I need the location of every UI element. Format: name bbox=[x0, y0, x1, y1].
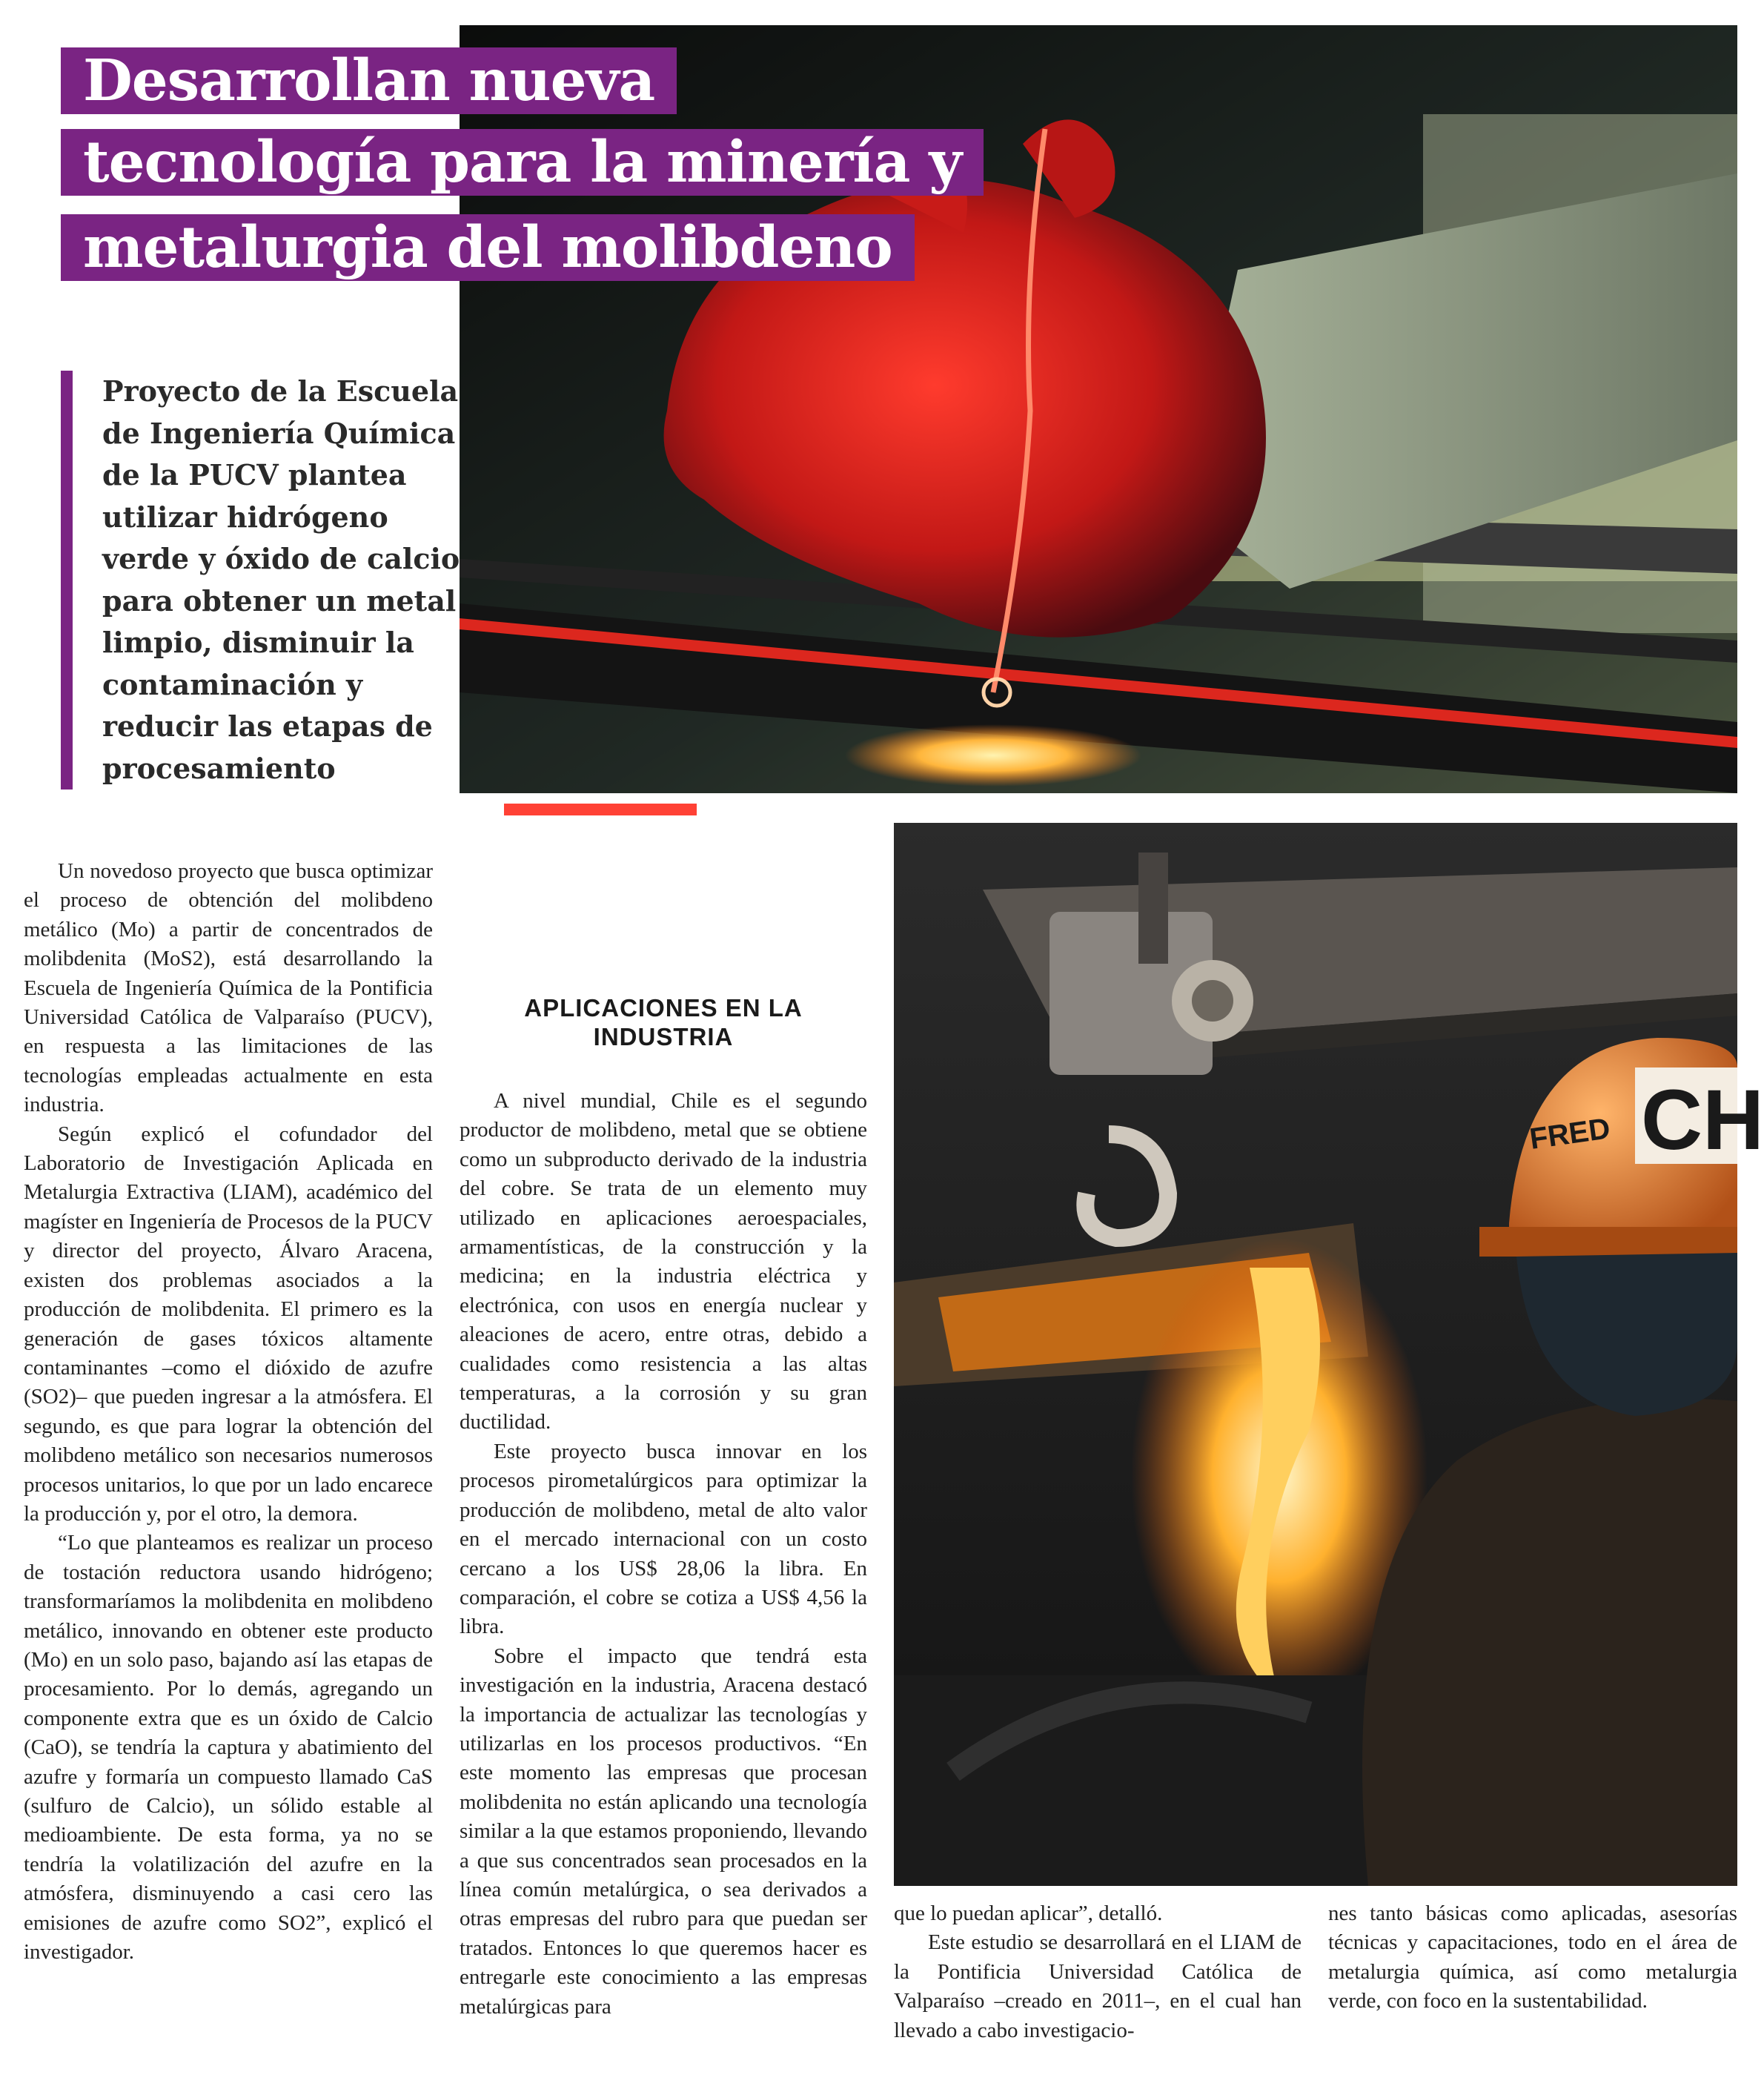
col1-paragraph: “Lo que planteamos es realizar un proceso de tostación reductora usando hidrógeno; transformaríamos la molibdenita en molibdeno metálico, innovando en obtener este producto (Mo) en un solo paso, bajando así las etapas de procesamiento. Por lo demás, agregando un componente extra que es un óxido de Calcio (CaO), se tendría la captura y abatimiento del azufre y formaría un compuesto llamado CaS (sulfuro de Calcio), un sólido estable al medioambiente. De esta forma, ya no se tendría la volatilización del azufre en la atmósfera, disminuyendo a casi cero las emisiones de azufre como SO2”, explicó el investigador. bbox=[24, 1531, 433, 1964]
col3-paragraph: Este estudio se desarrollará en el LIAM de la Pontificia Universidad Católica de Valparaíso –creado en 2011–, en el cual han llevado a cabo investigacio- bbox=[894, 1930, 1302, 2042]
col1-paragraph: Un novedoso proyecto que busca optimizar el proceso de obtención del molibdeno metálico (Mo) a partir de concentrados de molibdenita (MoS2), está desarrollando la Escuela de Ingeniería Química de la Pontificia Universidad Católica de Valparaíso (PUCV), en respuesta a las limitaciones de las tecnologías empleadas actualmente en esta industria. bbox=[24, 859, 433, 1117]
col2-paragraph: Este proyecto busca innovar en los procesos pirometalúrgicos para optimizar la producción de molibdeno, metal de alto valor en el mercado internacional con un costo cercano a los US$ 28,06 la libra. En comparación, el cobre se cotiza a US$ 4,56 la libra. bbox=[460, 1439, 867, 1639]
lead-paragraph: Proyecto de la Escuela de Ingeniería Química de la PUCV plantea utilizar hidrógeno verde y óxido de calcio para obtener un metal limpio, disminuir la contaminación y reducir las etapas de procesamiento bbox=[61, 371, 465, 790]
headline-line-2: tecnología para la minería y bbox=[61, 129, 984, 196]
headline-line-3: metalurgia del molibdeno bbox=[61, 214, 915, 281]
helmet-name: FRED bbox=[1528, 1112, 1613, 1156]
column-4 bbox=[1328, 1899, 1737, 2016]
col2-paragraph: A nivel mundial, Chile es el segundo productor de molibdeno, metal que se obtiene como un subproducto derivado de la industria del cobre. Se trata de un elemento muy utilizado en aplicaciones aeroespaciales, armamentísticas, de la construcción y la medicina; en la industria eléctrica y electrónica, con usos en energía nuclear y aleaciones de acero, entre otras, debido a cualidades como resistencia a las altas temperaturas, a la corrosión y su gran ductilidad. bbox=[460, 1089, 867, 1434]
col2-paragraph: Sobre el impacto que tendrá esta investigación en la industria, Aracena destacó la importancia de actualizar las tecnologías y utilizarlas en los procesos productivos. “En este momento las empresas que procesan molibdenita no están aplicando una tecnología similar a la que estamos proponiendo, llevando a que sus concentrados sean procesados en la línea común metalúrgica, o sea derivados a otras empresas del rubro para que puedan ser tratados. Entonces lo que queremos hacer es entregarle este conocimiento a las empresas metalúrgicas para bbox=[460, 1644, 867, 2019]
column-2 bbox=[460, 1087, 867, 2022]
helmet-letters: CH bbox=[1641, 1073, 1764, 1168]
col3-paragraph: que lo puedan aplicar”, detalló. bbox=[894, 1901, 1163, 1925]
section-subhead: APLICACIONES EN LA INDUSTRIA bbox=[524, 994, 803, 1050]
column-1 bbox=[24, 857, 433, 1967]
column-3 bbox=[894, 1899, 1302, 2045]
headline-line-1: Desarrollan nueva bbox=[61, 47, 677, 114]
foundry-worker-photo bbox=[894, 823, 1764, 1886]
col1-paragraph: Según explicó el cofundador del Laboratorio de Investigación Aplicada en Metalurgia Extractiva (LIAM), académico del magíster en Ingeniería de Procesos de la PUCV y director del proyecto, Álvaro Aracena, existen dos problemas asociados a la producción de molibdenita. El primero es la generación de gases tóxicos altamente contaminantes –como el dióxido de azufre (SO2)– que pueden ingresar a la atmósfera. El segundo, es que para lograr la obtención del molibdeno metálico son necesarios numerosos procesos unitarios, lo que por un lado encarece la producción y, por el otro, la demora. bbox=[24, 1122, 433, 1526]
col4-paragraph: nes tanto básicas como aplicadas, asesorías técnicas y capacitaciones, todo en el área de metalurgia química, así como metalurgia verde, con foco en la sustentabilidad. bbox=[1328, 1901, 1737, 2013]
